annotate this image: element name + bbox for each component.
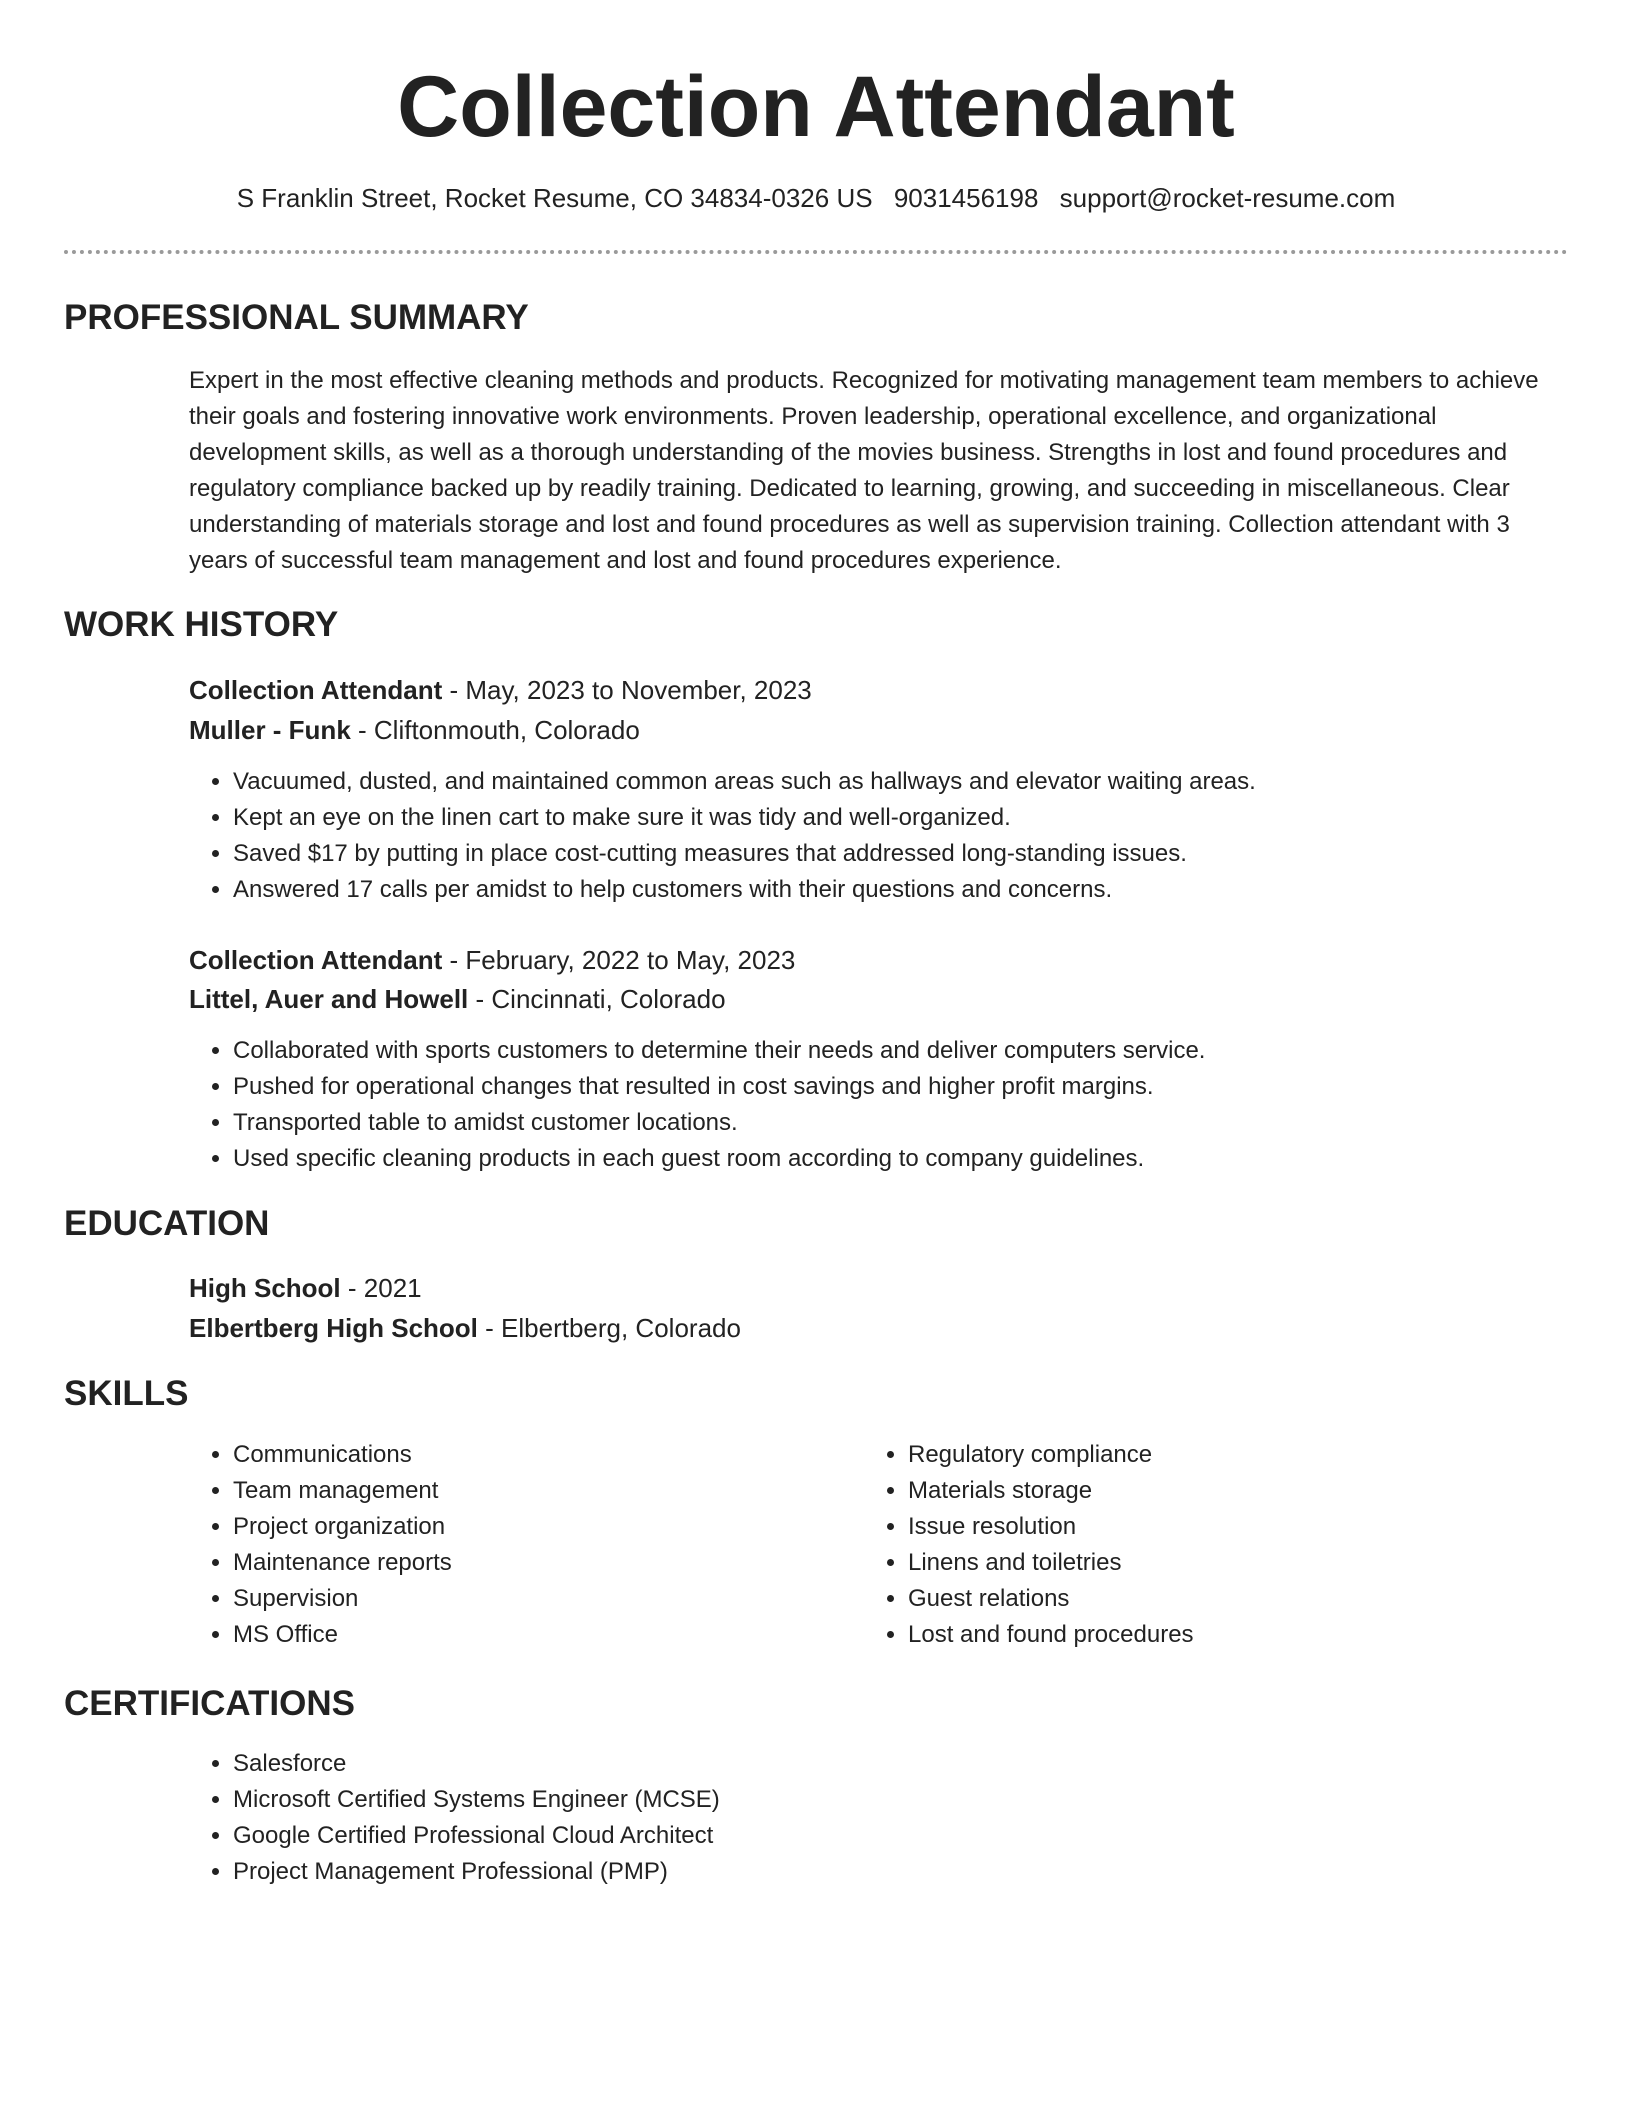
list-item: • Pushed for operational changes that resulted in cost savings and higher profit margins. [233, 1069, 1205, 1105]
certifications-heading: CERTIFICATIONS [64, 1684, 356, 1723]
education-school-line [189, 1309, 1569, 1347]
list-item: • Issue resolution [908, 1509, 1194, 1545]
resume-name: Collection Attendant [397, 59, 1235, 155]
job-1-role: Collection Attendant [189, 675, 443, 705]
job-2-dates: - February, 2022 to May, 2023 [442, 945, 796, 975]
list-item: • Regulatory compliance [908, 1437, 1194, 1473]
list-item: • Salesforce [233, 1746, 720, 1782]
list-item: • Kept an eye on the linen cart to make sure it was tidy and well-organized. [233, 800, 1256, 836]
list-item: • Project Management Professional (PMP) [233, 1854, 720, 1890]
list-item: • Saved $17 by putting in place cost-cutting measures that addressed long-standing issues. [233, 836, 1256, 872]
education-heading: EDUCATION [64, 1204, 270, 1243]
education-degree-line [189, 1269, 1569, 1307]
certifications-list [189, 1746, 720, 1890]
skills-list-left [189, 1437, 452, 1653]
list-item: • Vacuumed, dusted, and maintained common areas such as hallways and elevator waiting areas. [233, 764, 1256, 800]
education-year: - 2021 [340, 1273, 422, 1303]
job-2-company-line [189, 980, 1569, 1018]
list-item: • Microsoft Certified Systems Engineer (MCSE) [233, 1782, 720, 1818]
list-item: • Maintenance reports [233, 1545, 452, 1581]
list-item: • Project organization [233, 1509, 452, 1545]
contact-line [0, 180, 1632, 216]
list-item: • Collaborated with sports customers to determine their needs and deliver computers service. [233, 1033, 1205, 1069]
list-item: • Google Certified Professional Cloud Architect [233, 1818, 720, 1854]
job-2-location: - Cincinnati, Colorado [468, 984, 726, 1014]
skills-list-right [864, 1437, 1194, 1653]
job-2-role: Collection Attendant [189, 945, 443, 975]
list-item: • Answered 17 calls per amidst to help customers with their questions and concerns. [233, 872, 1256, 908]
job-1-bullets [189, 764, 1256, 908]
list-item: • Transported table to amidst customer locations. [233, 1105, 1205, 1141]
list-item: • Lost and found procedures [908, 1617, 1194, 1653]
list-item: • Team management [233, 1473, 452, 1509]
job-1-company: Muller - Funk [189, 715, 351, 745]
job-2-bullets [189, 1033, 1205, 1177]
contact-address: S Franklin Street, Rocket Resume, CO 34834-0326 US [236, 183, 873, 213]
summary-text: Expert in the most effective cleaning methods and products. Recognized for motivating management team members to achieve their goals and fostering innovative work environments. Proven leadership, operational excellence, and organizational development skills, as well as a thorough understanding of the movies business. Strengths in lost and found procedures and regulatory compliance backed up by readily training. Dedicated to learning, growing, and succeeding in miscellaneous. Clear understanding of materials storage and lost and found procedures as well as supervision training. Collection attendant with 3 years of successful team management and lost and found procedures experience. [189, 367, 1539, 574]
list-item: • MS Office [233, 1617, 452, 1653]
list-item: • Communications [233, 1437, 452, 1473]
header-divider [64, 250, 1568, 254]
list-item: • Materials storage [908, 1473, 1194, 1509]
job-1-title-line [189, 671, 1569, 709]
job-2-company: Littel, Auer and Howell [189, 984, 469, 1014]
job-1-location: - Cliftonmouth, Colorado [350, 715, 640, 745]
list-item: • Used specific cleaning products in each guest room according to company guidelines. [233, 1141, 1205, 1177]
list-item: • Supervision [233, 1581, 452, 1617]
education-school: Elbertberg High School [189, 1313, 478, 1343]
education-location: - Elbertberg, Colorado [477, 1313, 741, 1343]
list-item: • Guest relations [908, 1581, 1194, 1617]
job-2-title-line [189, 941, 1569, 979]
contact-phone: 9031456198 [893, 183, 1039, 213]
job-1-dates: - May, 2023 to November, 2023 [442, 675, 812, 705]
work-history-heading: WORK HISTORY [64, 605, 339, 644]
skills-heading: SKILLS [64, 1374, 189, 1413]
education-degree: High School [189, 1273, 341, 1303]
contact-email: support@rocket-resume.com [1059, 183, 1396, 213]
job-1-company-line [189, 711, 1569, 749]
list-item: • Linens and toiletries [908, 1545, 1194, 1581]
summary-heading: PROFESSIONAL SUMMARY [64, 298, 529, 337]
